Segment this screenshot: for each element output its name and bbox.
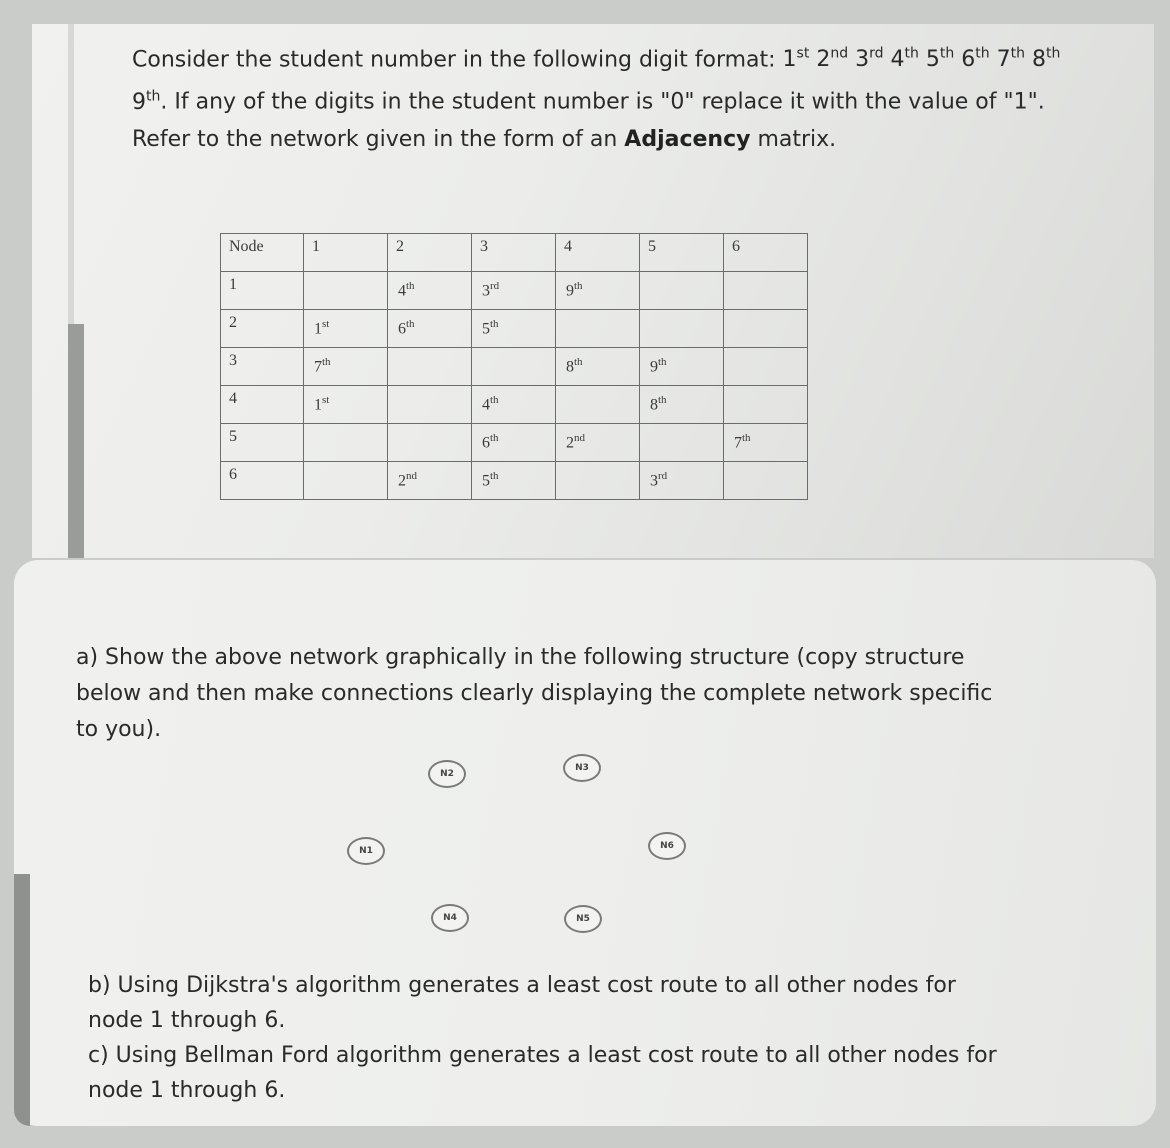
bottom-page [14,560,1156,1126]
question-a: a) Show the above network graphically in the following structure (copy structure below and then make connections clearly displaying the complete network specific to you). [76,645,993,742]
matrix-row-node: 6 [221,462,304,500]
matrix-col-header: 6 [724,234,808,272]
node-n4: N4 [431,904,469,932]
matrix-row [221,310,808,348]
matrix-cell [388,424,472,462]
matrix-cell [556,386,640,424]
question-b: b) Using Dijkstra's algorithm generates a least cost route to all other nodes for node 1 through 6. [88,973,956,1033]
matrix-col-header: 1 [304,234,388,272]
intro-text-2: . If any of the digits in the student number is "0" replace it with the value of "1". Refer to the network given in the form of an [132,89,1045,152]
adjacency-matrix [220,233,808,500]
intro-paragraph [132,36,1072,158]
matrix-cell: 6th [388,310,472,348]
matrix-cell [640,272,724,310]
intro-text-3: matrix. [750,126,837,152]
intro-text-1: Consider the student number in the following digit format: [132,47,783,73]
matrix-row-node: 3 [221,348,304,386]
digit-format: 1st 2nd 3rd 4th 5th 6th 7th 8th 9th [132,46,1061,115]
matrix-col-header: 5 [640,234,724,272]
matrix-cell: 1st [304,386,388,424]
matrix-row-node: 5 [221,424,304,462]
matrix-cell: 1st [304,310,388,348]
matrix-row [221,348,808,386]
matrix-cell: 7th [724,424,808,462]
matrix-cell [472,348,556,386]
matrix-cell: 5th [472,462,556,500]
matrix-cell [556,310,640,348]
matrix-cell [724,348,808,386]
matrix-cell [304,424,388,462]
matrix-header-row [221,234,808,272]
matrix-cell [640,310,724,348]
matrix-row [221,462,808,500]
matrix-cell: 7th [304,348,388,386]
matrix-cell [388,386,472,424]
matrix-cell: 5th [472,310,556,348]
node-n6: N6 [648,832,686,860]
matrix-cell: 4th [472,386,556,424]
matrix-cell [724,310,808,348]
node-n2: N2 [428,760,466,788]
matrix-cell [556,462,640,500]
matrix-cell: 9th [640,348,724,386]
matrix-cell [388,348,472,386]
page-edge-shadow [14,874,30,1126]
matrix-cell [724,386,808,424]
matrix-col-header: 2 [388,234,472,272]
matrix-row [221,272,808,310]
matrix-row-node: 4 [221,386,304,424]
matrix-cell: 2nd [388,462,472,500]
matrix-col-header: 4 [556,234,640,272]
matrix-row-node: 2 [221,310,304,348]
matrix-cell [304,272,388,310]
matrix-cell [724,272,808,310]
matrix-row [221,424,808,462]
node-n3: N3 [563,754,601,782]
page-edge-light [68,24,74,324]
matrix-row-node: 1 [221,272,304,310]
matrix-cell: 8th [640,386,724,424]
matrix-cell [724,462,808,500]
matrix-corner: Node [221,234,304,272]
matrix-cell: 3rd [472,272,556,310]
question-c: c) Using Bellman Ford algorithm generates a least cost route to all other nodes for node 1 through 6. [88,1043,997,1103]
top-page [32,24,1154,558]
node-n1: N1 [347,837,385,865]
matrix-cell: 3rd [640,462,724,500]
matrix-cell: 4th [388,272,472,310]
matrix-col-header: 3 [472,234,556,272]
matrix-cell: 9th [556,272,640,310]
page-edge-shadow [68,324,84,558]
matrix-cell: 8th [556,348,640,386]
matrix-cell: 2nd [556,424,640,462]
node-n5: N5 [564,905,602,933]
adjacency-bold: Adjacency [624,126,751,152]
matrix-row [221,386,808,424]
matrix-cell: 6th [472,424,556,462]
matrix-cell [304,462,388,500]
matrix-cell [640,424,724,462]
